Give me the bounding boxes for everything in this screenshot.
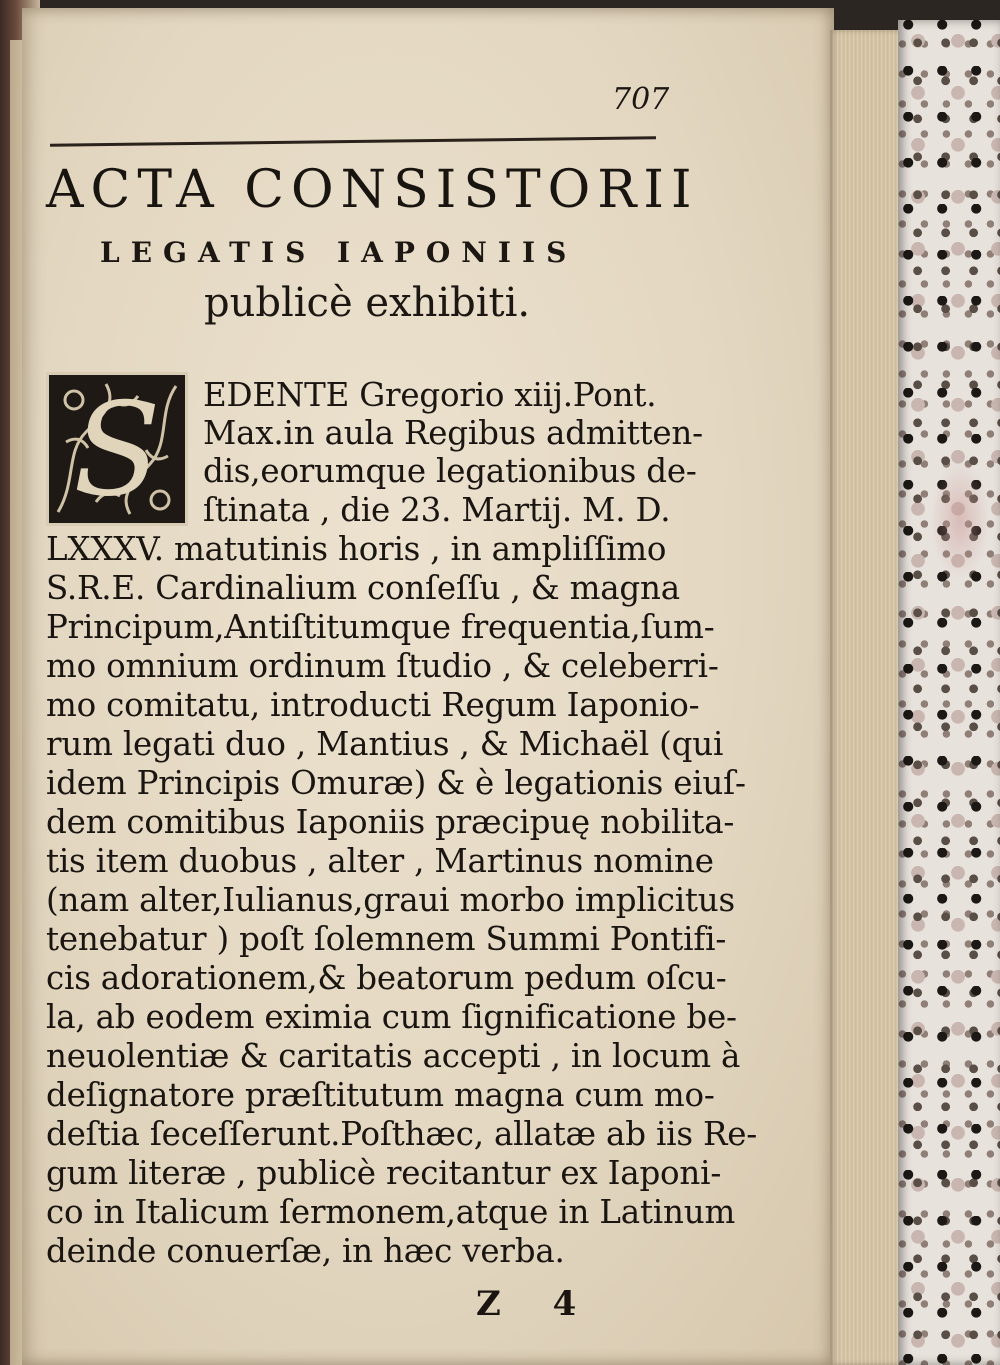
body-line: tis item duobus , alter , Martinus nomine [46, 842, 714, 880]
dropcap-letter: S [73, 376, 161, 525]
body-line: gum literæ , publicè recitantur ex Iaponi- [46, 1154, 722, 1192]
page-subtitle-2: publicè exhibiti. [204, 280, 531, 326]
page-number: 707 [612, 82, 670, 117]
body-line: neuolentiæ & caritatis accepti , in locum à [46, 1037, 741, 1075]
page-subtitle: LEGATIS IAPONIIS [100, 236, 578, 269]
marbled-endpaper [898, 20, 1000, 1365]
body-line: dis,eorumque legationibus de- [203, 452, 697, 490]
body-line: tenebatur ) poſt ſolemnem Summi Pontifi- [46, 920, 727, 958]
body-line: co in Italicum ſermonem,atque in Latinum [46, 1193, 736, 1231]
body-line: LXXXV. matutinis horis , in ampliſſimo [46, 530, 667, 568]
body-line: Principum,Antiſtitumque frequentia,ſum- [46, 608, 715, 646]
body-line: S.R.E. Cardinalium conſeſſu , & magna [46, 569, 680, 607]
body-line: Max.in aula Regibus admitten- [203, 414, 703, 452]
page-stack-edge [830, 30, 900, 1365]
body-line: deſtia ſeceſſerunt.Poſthæc, allatæ ab iis Re- [46, 1115, 758, 1153]
body-line: ſtinata , die 23. Martij. M. D. [203, 491, 671, 529]
signature-mark: Z 4 [476, 1284, 597, 1324]
body-line: mo comitatu, introducti Regum Iaponio- [46, 686, 700, 724]
body-line: idem Principis Omuræ) & è legationis eiuſ- [46, 764, 746, 802]
decorated-initial [46, 372, 188, 526]
marbled-tint [930, 460, 990, 580]
body-line: mo omnium ordinum ſtudio , & celeberri- [46, 647, 719, 685]
body-line: rum legati duo , Mantius , & Michaël (qui [46, 725, 724, 763]
body-line: (nam alter,Iulianus,graui morbo implicitus [46, 881, 735, 919]
body-line: deſignatore præſtitutum magna cum mo- [46, 1076, 715, 1114]
body-line: cis adorationem,& beatorum pedum oſcu- [46, 959, 727, 997]
page-title: ACTA CONSISTORII [46, 160, 699, 220]
body-line: dem comitibus Iaponiis præcipuę nobilita- [46, 803, 735, 841]
body-line: la, ab eodem eximia cum ſignificatione be- [46, 998, 737, 1036]
body-line: EDENTE Gregorio xiij.Pont. [203, 376, 657, 414]
body-line: deinde conuerſæ, in hæc verba. [46, 1232, 565, 1270]
